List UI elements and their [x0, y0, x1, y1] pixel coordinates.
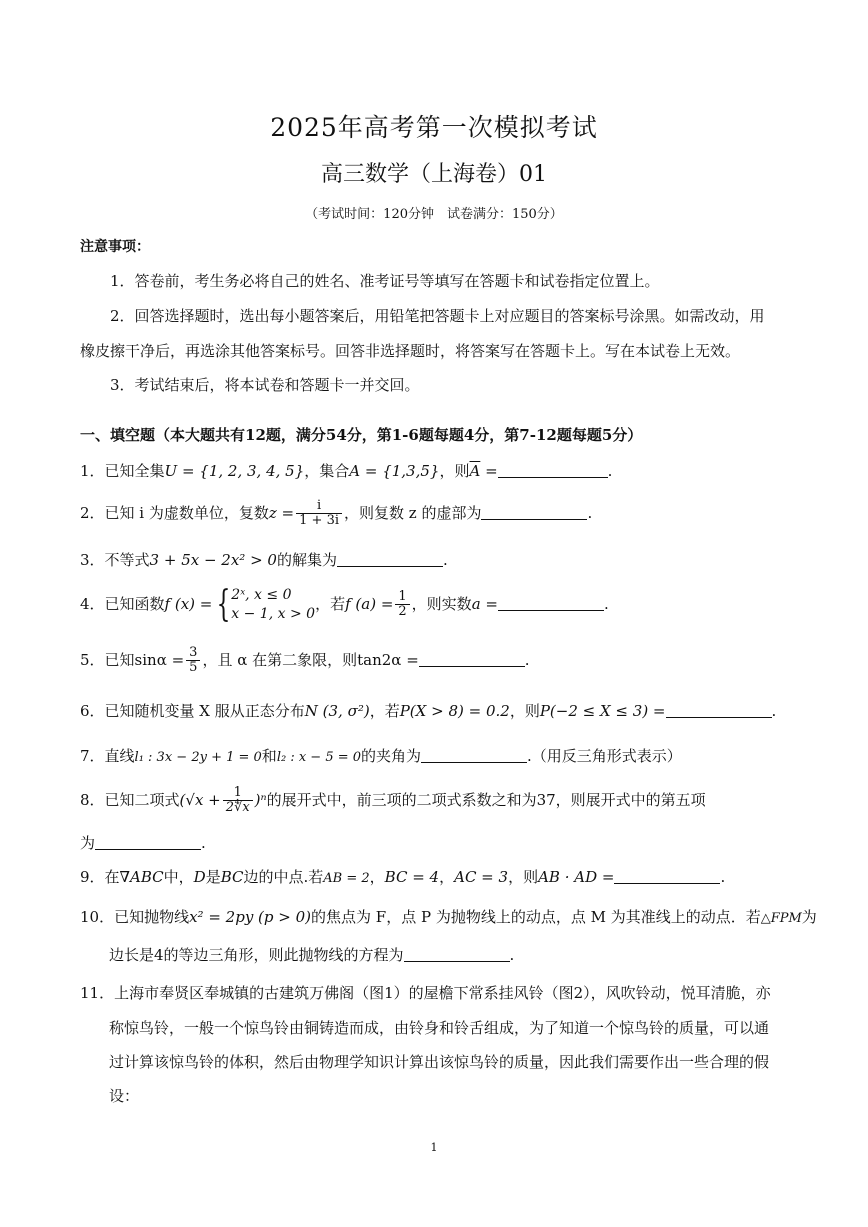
question-9-side-bc: BC: [220, 868, 244, 886]
question-11-line-1: 11．上海市奉贤区奉城镇的古建筑万佛阁（图1）的屋檐下常系挂风铃（图2），风吹铃动，悦耳清脆，亦: [80, 984, 771, 1002]
question-9-bc-eq: BC = 4: [384, 868, 440, 886]
question-9-mid-3: 边的中点.若: [243, 868, 324, 886]
question-7-tail: 的夹角为: [361, 747, 422, 765]
question-4-prefix: 4．已知函数: [80, 594, 165, 613]
question-1-prefix: 1．已知全集: [80, 462, 165, 480]
question-10-triangle: △FPM: [760, 911, 802, 926]
question-7-prefix: 7．直线: [80, 747, 135, 765]
answer-blank-9[interactable]: [614, 868, 720, 884]
notice-item-3: 3．考试结束后，将本试卷和答题卡一并交回。: [110, 376, 420, 394]
question-2-end: .: [587, 503, 593, 522]
question-8: [80, 786, 706, 816]
answer-blank-8[interactable]: [95, 834, 201, 850]
question-4-fa: f (a) =: [345, 594, 394, 613]
notice-item-2-line-1: 2．回答选择题时，选出每小题答案后，用铅笔把答题卡上对应题目的答案标号涂黑。如需改动，用: [110, 307, 765, 325]
question-7-end: .（用反三角形式表示）: [527, 747, 682, 765]
question-2-prefix: 2．已知 i 为虚数单位，复数: [80, 503, 269, 522]
question-8-line-2-prefix: 为: [80, 834, 96, 852]
question-10-tail-2: 为: [801, 908, 817, 926]
question-9-ac-eq: AC = 3: [454, 868, 509, 886]
question-4-case-2: x − 1, x > 0: [231, 605, 316, 622]
question-6-p1: P(X > 8) = 0.2: [399, 702, 510, 720]
question-1-end: .: [607, 462, 613, 480]
question-7-mid: 和: [261, 747, 277, 765]
question-4-numerator: 1: [395, 590, 409, 605]
question-9-mid: 中，: [163, 868, 194, 886]
question-8-power: )ⁿ: [254, 790, 267, 809]
question-9-sep: ，: [369, 868, 385, 886]
question-9-ab: AB = 2: [323, 871, 370, 886]
question-9: [80, 866, 725, 887]
question-1-set-a: A = {1,3,5}: [349, 462, 440, 480]
question-7-line-1: l₁ : 3x − 2y + 1 = 0: [134, 750, 262, 765]
question-4-denominator: 2: [398, 604, 407, 620]
question-6: [80, 700, 776, 721]
notice-heading: 注意事项：: [80, 239, 150, 255]
question-7-line-2: l₂ : x − 5 = 0: [276, 750, 362, 765]
answer-blank-6[interactable]: [666, 702, 772, 718]
question-1-complement: $\overline{A}$: [469, 462, 481, 480]
question-4-tail: ，则实数: [411, 594, 472, 613]
question-3-prefix: 3．不等式: [80, 551, 150, 569]
question-5-end: .: [524, 650, 530, 669]
question-5-fraction: [186, 646, 200, 676]
question-2-z-eq: z =: [268, 503, 295, 522]
question-2: [80, 499, 592, 529]
question-5-tan: tan2α =: [357, 650, 419, 669]
question-1-universal-set: U = {1, 2, 3, 4, 5}: [164, 462, 305, 480]
question-5-numerator: 3: [186, 646, 200, 661]
question-3-end: .: [442, 551, 448, 569]
question-10-line-2-text: 边长是4的等边三角形，则此抛物线的方程为: [109, 946, 404, 964]
question-1-tail: ，则: [439, 462, 470, 480]
question-1: [80, 460, 612, 481]
question-2-denominator: 1 + 3i: [299, 513, 339, 529]
question-2-fraction: [296, 499, 342, 529]
question-10-line-2: [109, 944, 514, 965]
question-6-mid: ，若: [369, 702, 400, 720]
question-4-brace: {: [216, 583, 231, 625]
question-6-prefix: 6．已知随机变量 X 服从正态分布: [80, 702, 305, 720]
question-5-sin: sinα =: [134, 650, 185, 669]
section-1-heading: 一、填空题（本大题共有12题，满分54分，第1-6题每题4分，第7-12题每题5分）: [80, 426, 643, 444]
question-8-end: .: [201, 834, 206, 852]
question-8-numerator: 1: [223, 786, 253, 801]
question-4-a-eq: a =: [471, 594, 498, 613]
question-4-fraction: [395, 590, 409, 620]
question-8-denominator: 2∜x: [225, 800, 250, 816]
answer-blank-10[interactable]: [404, 946, 510, 962]
answer-blank-1[interactable]: [498, 462, 608, 478]
question-5-denominator: 5: [189, 660, 198, 676]
question-4-end: .: [603, 594, 609, 613]
question-10-parabola: x² = 2py (p > 0): [189, 908, 312, 926]
question-10-end: .: [509, 946, 515, 964]
question-5: [80, 646, 530, 676]
question-4: [80, 583, 609, 625]
question-3-tail: 的解集为: [276, 551, 337, 569]
notice-item-2-line-2: 橡皮擦干净后，再选涂其他答案标号。回答非选择题时，将答案写在答题卡上。写在本试卷上无效。: [80, 342, 741, 360]
question-6-end: .: [771, 702, 777, 720]
question-7: [80, 745, 682, 766]
answer-blank-2[interactable]: [481, 504, 587, 520]
question-6-tail: ，则: [509, 702, 540, 720]
question-3-inequality: 3 + 5x − 2x² > 0: [149, 551, 277, 569]
question-10-prefix: 10．已知抛物线: [80, 908, 190, 926]
question-9-tail: ，则: [508, 868, 539, 886]
question-6-p2: P(−2 ≤ X ≤ 3) =: [539, 702, 666, 720]
exam-subtitle: 高三数学（上海卷）01: [321, 162, 547, 187]
question-8-fraction: [223, 786, 253, 816]
question-8-binomial: (√x +: [179, 790, 221, 809]
question-8-line-2: [80, 832, 206, 853]
question-9-end: .: [720, 868, 726, 886]
answer-blank-4[interactable]: [498, 595, 604, 611]
question-11-line-2: 称惊鸟铃，一般一个惊鸟铃由铜铸造而成，由铃身和铃舌组成，为了知道一个惊鸟铃的质量，可以通: [109, 1019, 770, 1037]
question-8-tail: 的展开式中，前三项的二项式系数之和为37，则展开式中的第五项: [266, 790, 706, 809]
question-9-prefix: 9．在: [80, 868, 120, 886]
question-11-line-3: 过计算该惊鸟铃的体积，然后由物理学知识计算出该惊鸟铃的质量，因此我们需要作出一些合理的假: [109, 1053, 770, 1071]
notice-item-1: 1．答卷前，考生务必将自己的姓名、准考证号等填写在答题卡和试卷指定位置上。: [110, 272, 660, 290]
question-4-case-1: 2ˣ, x ≤ 0: [231, 587, 292, 603]
question-1-mid: ，集合: [304, 462, 350, 480]
question-4-fx: f (x) =: [164, 594, 213, 613]
page-number: 1: [430, 1141, 438, 1154]
question-10-tail: 的焦点为 F，点 P 为抛物线上的动点，点 M 为其准线上的动点．若: [311, 908, 761, 926]
question-9-vector-product: AB · AD =: [538, 868, 615, 886]
question-3: [80, 549, 448, 570]
question-2-tail: ，则复数 z 的虚部为: [344, 503, 482, 522]
question-6-normal: N (3, σ²): [304, 702, 370, 720]
question-9-sep-2: ，: [439, 868, 455, 886]
question-8-prefix: 8．已知二项式: [80, 790, 180, 809]
answer-blank-3[interactable]: [337, 551, 443, 567]
exam-info: （考试时间：120分钟 试卷满分：150分）: [305, 207, 563, 222]
question-11-line-4: 设：: [109, 1087, 140, 1105]
question-5-prefix: 5．已知: [80, 650, 135, 669]
answer-blank-5[interactable]: [419, 651, 525, 667]
question-9-point-d: D: [193, 868, 206, 886]
question-4-mid: ，若: [315, 594, 346, 613]
question-4-piecewise: [231, 586, 315, 624]
question-9-triangle: ∇ABC: [119, 868, 164, 886]
question-2-numerator: i: [296, 499, 342, 514]
question-10: [80, 906, 817, 927]
answer-blank-7[interactable]: [421, 747, 527, 763]
question-9-mid-2: 是: [205, 868, 221, 886]
question-5-mid: ，且 α 在第二象限，则: [202, 650, 358, 669]
question-1-eq: =: [480, 462, 498, 480]
exam-title: 2025年高考第一次模拟考试: [270, 113, 598, 142]
